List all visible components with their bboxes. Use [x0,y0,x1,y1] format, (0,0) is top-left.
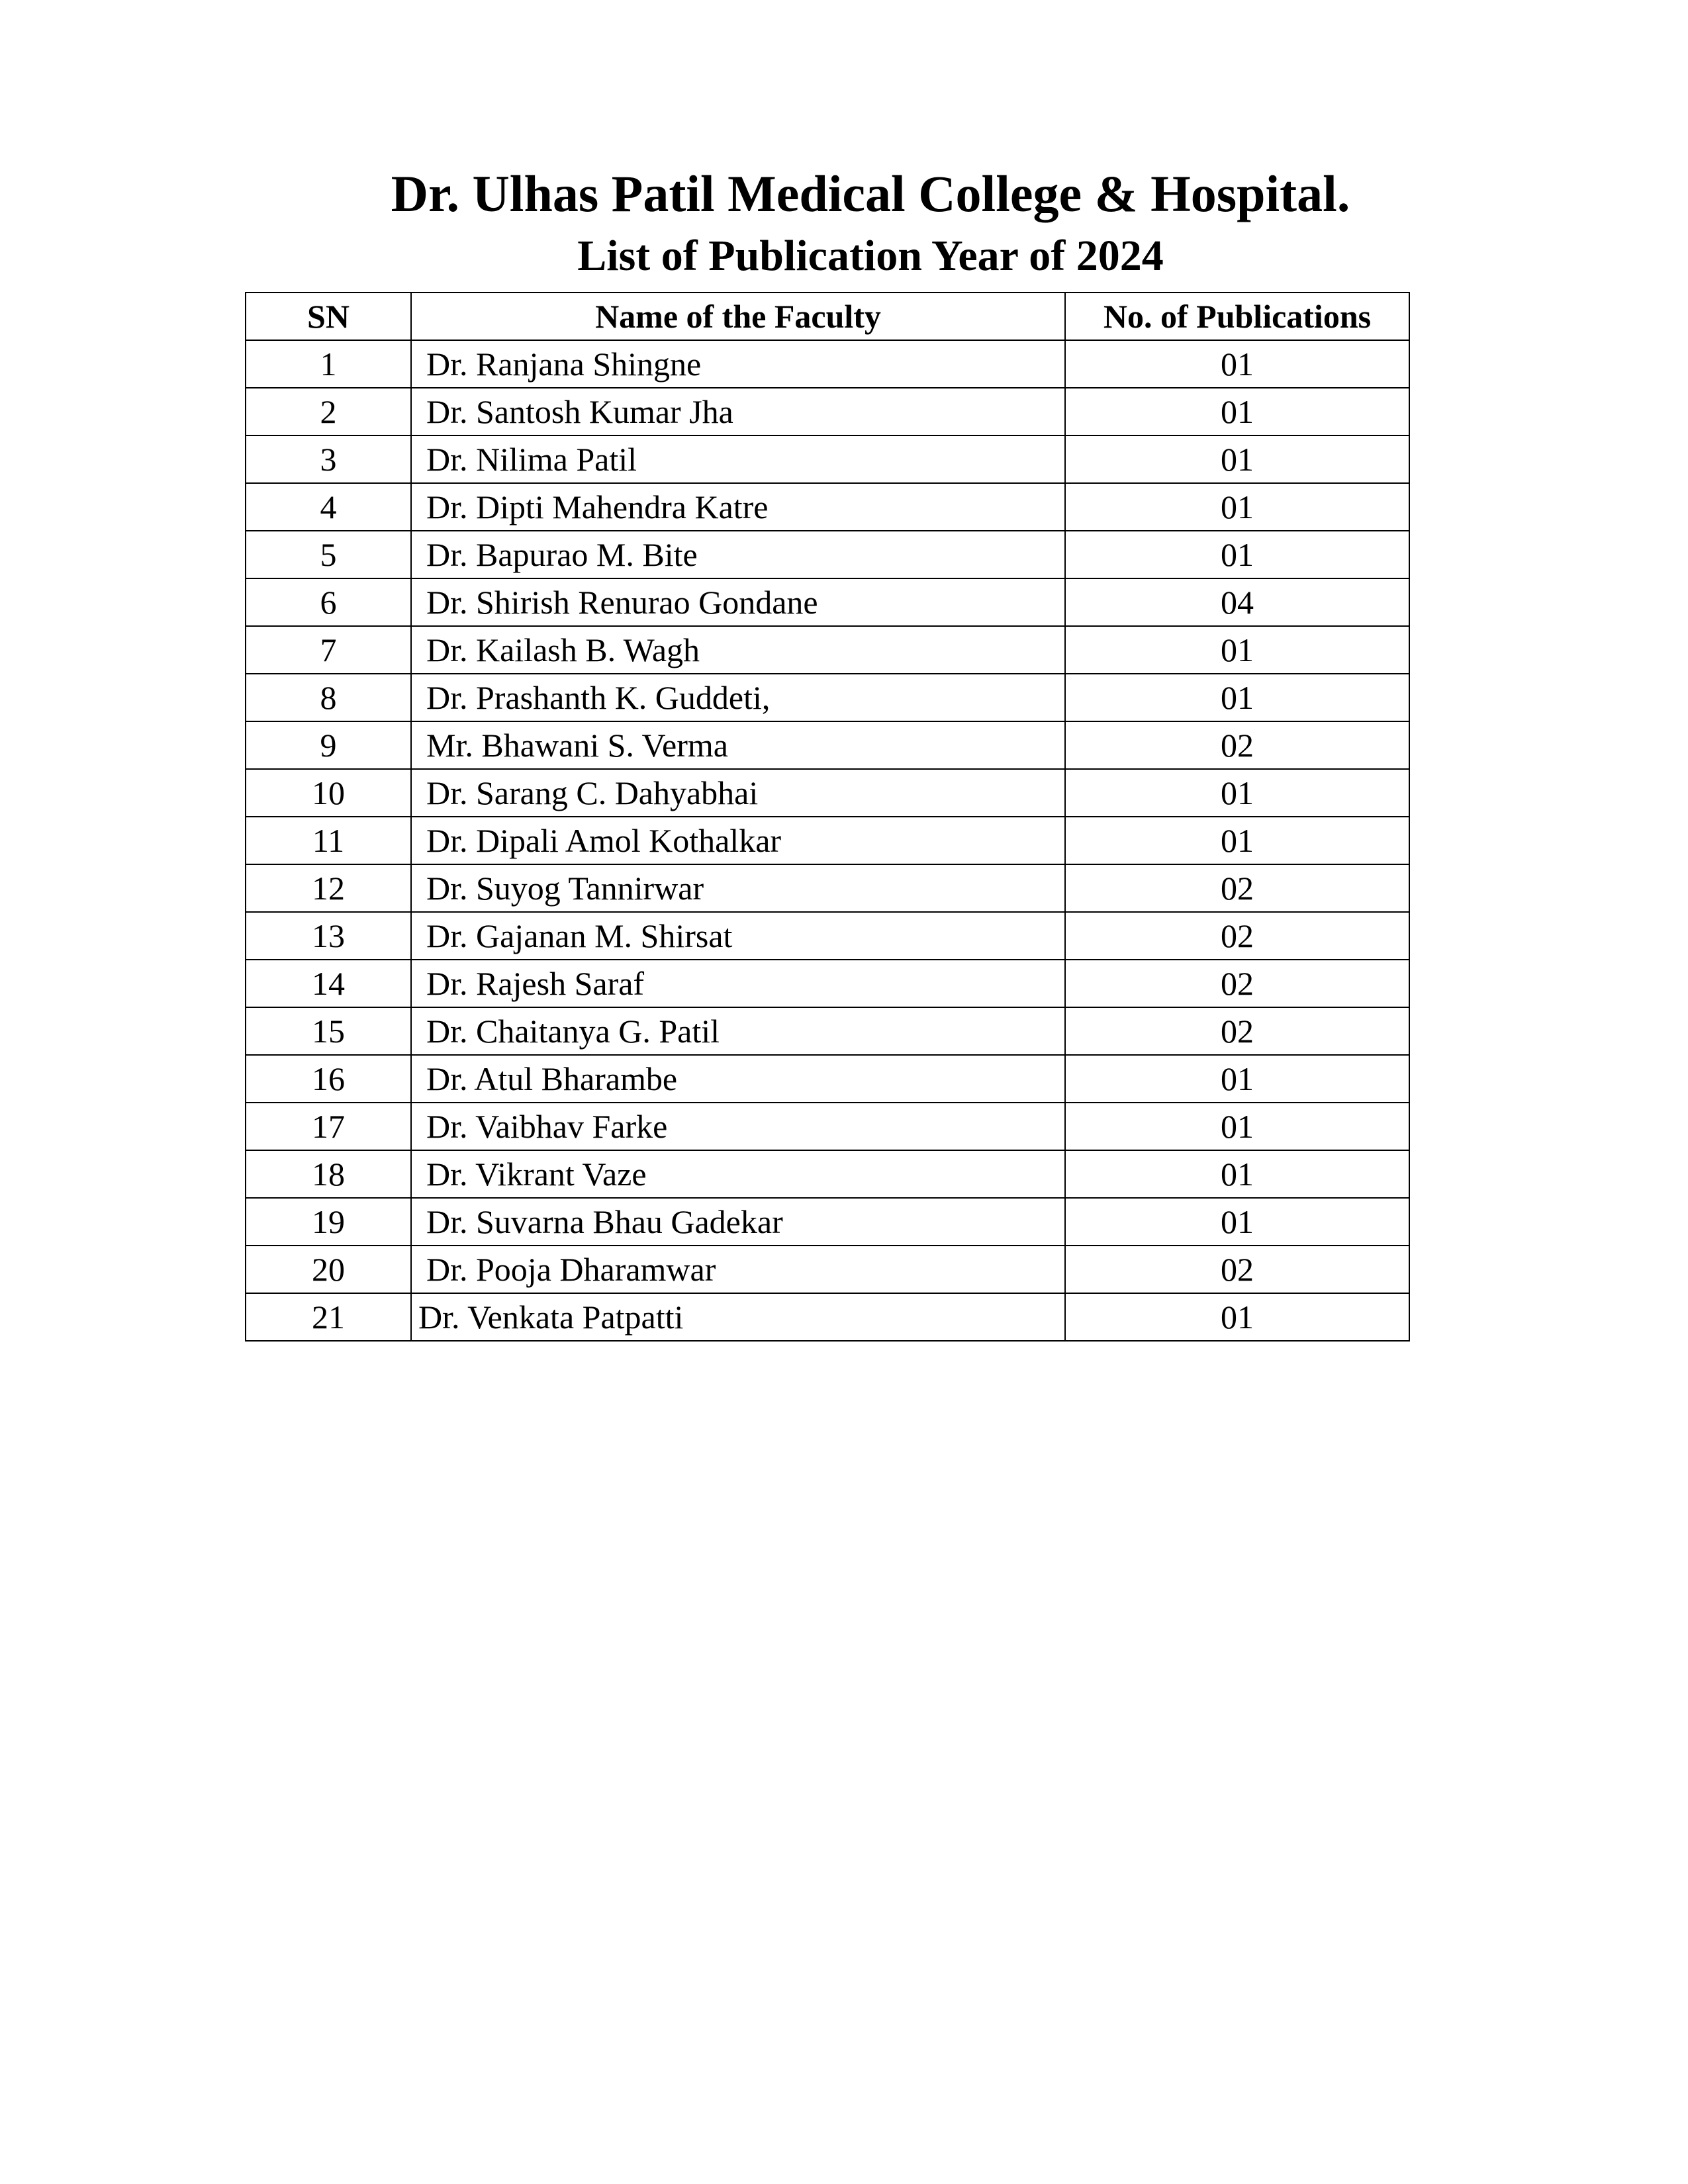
publication-count: 02 [1065,912,1409,960]
faculty-name: Dr. Chaitanya G. Patil [411,1007,1065,1055]
table-row [246,340,1409,388]
table-row [246,1293,1409,1341]
faculty-name: Dr. Bapurao M. Bite [411,531,1065,578]
row-sn: 6 [246,578,411,626]
row-sn: 11 [246,817,411,864]
table-header-row [246,293,1409,340]
table-row [246,912,1409,960]
publication-count: 01 [1065,435,1409,483]
faculty-name: Dr. Venkata Patpatti [411,1293,1065,1341]
table-row [246,388,1409,435]
faculty-name: Dr. Vaibhav Farke [411,1103,1065,1150]
row-sn: 7 [246,626,411,674]
publication-count: 02 [1065,960,1409,1007]
row-sn: 1 [246,340,411,388]
publication-count: 01 [1065,340,1409,388]
table-row [246,1198,1409,1246]
row-sn: 4 [246,483,411,531]
row-sn: 19 [246,1198,411,1246]
column-header-publications: No. of Publications [1065,293,1409,340]
faculty-name: Dr. Kailash B. Wagh [411,626,1065,674]
row-sn: 13 [246,912,411,960]
table-row [246,531,1409,578]
publication-count: 02 [1065,1007,1409,1055]
table-row [246,626,1409,674]
faculty-name: Dr. Pooja Dharamwar [411,1246,1065,1293]
table-row [246,960,1409,1007]
publication-count: 01 [1065,388,1409,435]
publication-count: 01 [1065,769,1409,817]
table-row [246,864,1409,912]
faculty-name: Dr. Ranjana Shingne [411,340,1065,388]
row-sn: 15 [246,1007,411,1055]
publication-count: 01 [1065,817,1409,864]
publication-count: 02 [1065,864,1409,912]
row-sn: 10 [246,769,411,817]
table-row [246,1150,1409,1198]
publication-count: 01 [1065,626,1409,674]
publication-count: 01 [1065,1198,1409,1246]
faculty-name: Dr. Santosh Kumar Jha [411,388,1065,435]
row-sn: 18 [246,1150,411,1198]
faculty-name: Mr. Bhawani S. Verma [411,721,1065,769]
faculty-name: Dr. Suvarna Bhau Gadekar [411,1198,1065,1246]
publication-count: 01 [1065,1293,1409,1341]
publication-count: 01 [1065,483,1409,531]
faculty-name: Dr. Rajesh Saraf [411,960,1065,1007]
faculty-name: Dr. Vikrant Vaze [411,1150,1065,1198]
faculty-name: Dr. Gajanan M. Shirsat [411,912,1065,960]
publication-count: 01 [1065,1055,1409,1103]
table-row [246,817,1409,864]
publication-count: 01 [1065,1103,1409,1150]
row-sn: 9 [246,721,411,769]
row-sn: 21 [246,1293,411,1341]
row-sn: 16 [246,1055,411,1103]
faculty-name: Dr. Dipti Mahendra Katre [411,483,1065,531]
publication-count: 01 [1065,531,1409,578]
publication-count: 01 [1065,1150,1409,1198]
table-row [246,1055,1409,1103]
publication-count: 01 [1065,674,1409,721]
row-sn: 3 [246,435,411,483]
faculty-name: Dr. Dipali Amol Kothalkar [411,817,1065,864]
publication-count: 04 [1065,578,1409,626]
table-row [246,721,1409,769]
faculty-name: Dr. Nilima Patil [411,435,1065,483]
table-row [246,578,1409,626]
row-sn: 14 [246,960,411,1007]
faculty-name: Dr. Prashanth K. Guddeti, [411,674,1065,721]
table-row [246,435,1409,483]
institution-title: Dr. Ulhas Patil Medical College & Hospital. [391,165,1350,222]
row-sn: 12 [246,864,411,912]
row-sn: 20 [246,1246,411,1293]
page-subtitle: List of Publication Year of 2024 [577,232,1164,280]
publication-count: 02 [1065,721,1409,769]
column-header-sn: SN [246,293,411,340]
row-sn: 8 [246,674,411,721]
faculty-name: Dr. Sarang C. Dahyabhai [411,769,1065,817]
publication-table [245,292,1410,1342]
row-sn: 17 [246,1103,411,1150]
table-row [246,769,1409,817]
table-row [246,1103,1409,1150]
faculty-name: Dr. Suyog Tannirwar [411,864,1065,912]
table-row [246,674,1409,721]
table-row [246,1246,1409,1293]
faculty-name: Dr. Atul Bharambe [411,1055,1065,1103]
publication-count: 02 [1065,1246,1409,1293]
table-row [246,483,1409,531]
column-header-name: Name of the Faculty [411,293,1065,340]
row-sn: 2 [246,388,411,435]
faculty-name: Dr. Shirish Renurao Gondane [411,578,1065,626]
table-row [246,1007,1409,1055]
row-sn: 5 [246,531,411,578]
